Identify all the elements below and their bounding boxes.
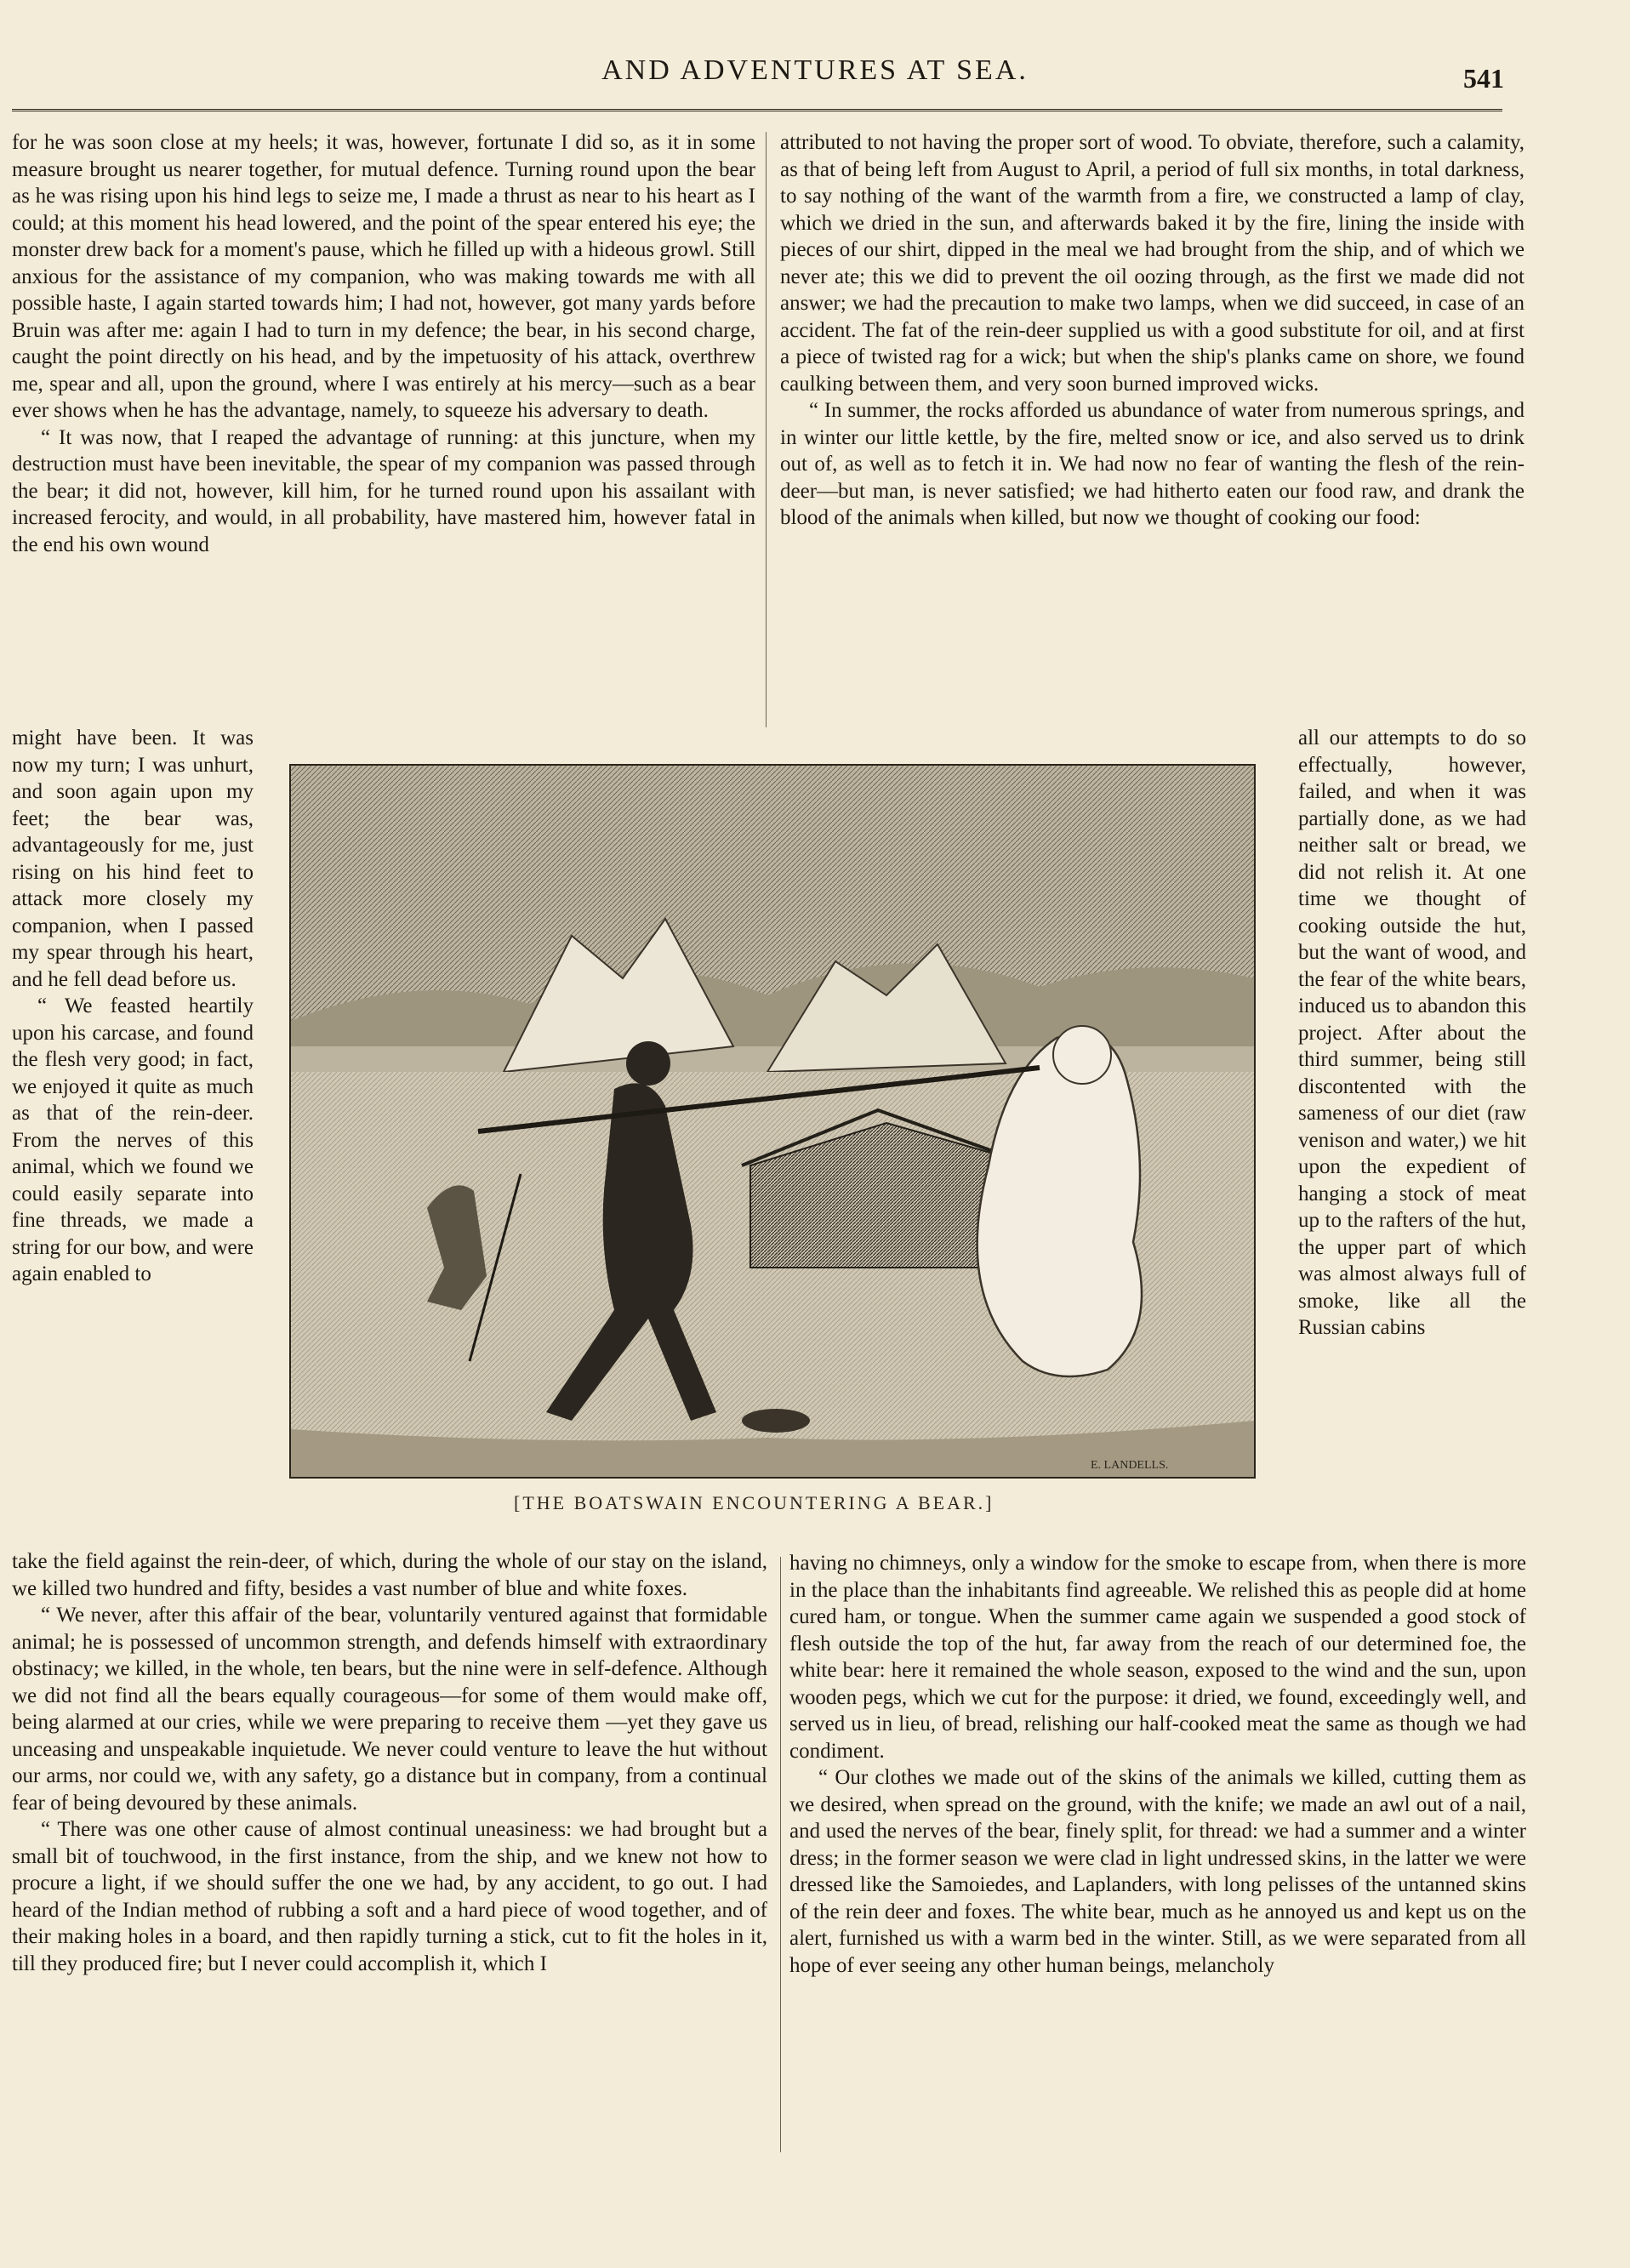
paragraph: “ There was one other cause of almost continual uneasiness: we had brought but a small bit of touchwood, in the first instance, from the ship, and we knew not how to procure a light, if we should suffer the one we had, by any accident, to go out. I had heard of the Indian method of rubbing a soft and a hard piece of wood together, and of their making holes in a board, and then rapidly turning a stick, cut to fit the holes in it, till they produced fire; but I never could accomplish it, which I [12,1818,767,1975]
paragraph: might have been. It was now my turn; I was unhurt, and soon again upon my feet; the bear was, advantageously for me, just rising on his hind feet to attack more closely my companion, when I passed my spear through his heart, and he fell dead before us. [12,727,254,991]
right-column-bottom [789,1550,1526,1979]
right-column-top [780,129,1525,736]
paragraph: attributed to not having the proper sort of wood. To obviate, therefore, such a calamity, as that of being left from August to April, a period of full six months, in total darkness, to say nothing of the want of the warmth from a fire, we constructed a lamp of clay, which we dried in the sun, and afterwards baked it by the fire, lining the inside with pieces of our shirt, dipped in the meal we had brought from the ship, and of which we never ate; this we did to prevent the oil oozing through, as the first we made did not answer; we had the precaution to make two lamps, when we did succeed, in case of an accident. The fat of the rein-deer supplied us with a good substitute for oil, and at first a piece of twisted rag for a wick; but when the ship's planks came on shore, we found caulking between them, and very soon burned improved wicks. [780,131,1525,396]
paragraph: for he was soon close at my heels; it was, however, fortunate I did so, as it in some measure brought us nearer together, for mutual defence. Turning round upon the bear as he was rising upon his hind legs to seize me, I made a thrust as near to his heart as I could; at this moment his head lowered, and the point of the spear entered his eye; the monster drew back for a moment's pause, which he filled up with a hideous growl. Still anxious for the assistance of my companion, who was making towards me with all possible haste, I again started towards him; I had not, however, got many yards before Bruin was after me: again I had to turn in my defence; the bear, in his second charge, caught the point directly on his head, and by the impetuosity of his attack, overthrew me, spear and all, upon the ground, where I was entirely at his mercy—such as a bear ever shows when he has the advantage, namely, to squeeze his adversary to death. [12,131,755,422]
engraving-image [291,766,1254,1477]
page-number: 541 [1463,63,1504,94]
paragraph: “ It was now, that I reaped the advantage of running: at this juncture, when my destruction must have been inevitable, the spear of my companion was passed through the bear; it did not, however, kill him, for he turned round upon his assailant with increased ferocity, and would, in all probability, have mastered him, however fatal in the end his own wound [12,425,755,556]
left-column-bottom [12,1548,767,1977]
paragraph: “ We feasted heartily upon his carcase, and found the flesh very good; in fact, we enjoyed it quite as much as that of the rein-deer. From the nerves of this animal, which we found we could easily separate into fine threads, we made a string for our bow, and were again enabled to [12,994,254,1285]
column-divider [780,1557,781,2152]
right-wrap-column [1298,725,1526,1342]
bear-encounter-illustration [289,764,1256,1479]
header-rule [12,109,1502,111]
page-header [0,51,1630,102]
paragraph: having no chimneys, only a window for the smoke to escape from, when there is more in the place than the inhabitants find agreeable. We relished this as people did at home cured ham, or tongue. When the summer came again we suspended a good stock of flesh outside the top of the hut, far away from the reach of our determined foe, the white bear: here it remained the whole season, exposed to the wind and the sun, upon wooden pegs, which we cut for the purpose: it dried, we found, exceedingly well, and served us in lieu, of bread, relishing our half-cooked meat the same as though we had condiment. [789,1552,1526,1763]
paragraph: “ We never, after this affair of the bear, voluntarily ventured against that formidable animal; he is possessed of uncommon strength, and defends himself with extraordinary obstinacy; we killed, in the whole, ten bears, but the nine were in self-defence. Although we did not find all the bears equally courageous—for some of them would make off, being alarmed at our cries, while we were preparing to receive them —yet they gave us unceasing and unspeakable inquietude. We never could venture to leave the hut without our arms, nor could we, with any safety, go a distance but in company, from a continual fear of being devoured by these animals. [12,1604,767,1815]
paragraph: “ In summer, the rocks afforded us abundance of water from numerous springs, and in winter our little kettle, by the fire, melted snow or ice, and also served us to drink out of, as well as to fetch it in. We had now no fear of wanting the flesh of the rein-deer—but man, is never satisfied; we had hitherto eaten our food raw, and drank the blood of the animals when killed, but now we thought of cooking our food: [780,399,1525,529]
column-divider [766,132,767,727]
paragraph: “ Our clothes we made out of the skins of the animals we killed, cutting them as we desired, when spread on the ground, with the knife; we made an awl out of a nail, and used the nerves of the bear, finely split, for thread: we had a summer and a winter dress; in the former season we were clad in light undressed skins, in the latter we were dressed like the Samoiedes, and Laplanders, with long pelisses of the untanned skins of the rein deer and foxes. The white bear, much as he annoyed us and kept us on the alert, furnished us with a warm bed in the winter. Still, as we were separated from all hope of ever seeing any other human beings, melancholy [789,1766,1526,1977]
illustration-caption: [THE BOATSWAIN ENCOUNTERING A BEAR.] [514,1492,995,1513]
left-wrap-column [12,725,254,1288]
paragraph: take the field against the rein-deer, of which, during the whole of our stay on the island, we killed two hundred and fifty, besides a vast number of blue and white foxes. [12,1550,767,1600]
engraver-signature: E. LANDELLS. [1091,1459,1169,1472]
running-title: AND ADVENTURES AT SEA. [601,54,1029,86]
paragraph: all our attempts to do so effectually, however, failed, and when it was partially done, as we had neither salt or bread, we did not relish it. At one time we thought of cooking outside the hut, but the want of wood, and the fear of the white bears, induced us to abandon this project. After about the third summer, being still discontented with the sameness of our diet (raw venison and water,) we hit upon the expedient of hanging a stock of meat up to the rafters of the hut, the upper part of which was almost always full of smoke, like all the Russian cabins [1298,727,1526,1339]
